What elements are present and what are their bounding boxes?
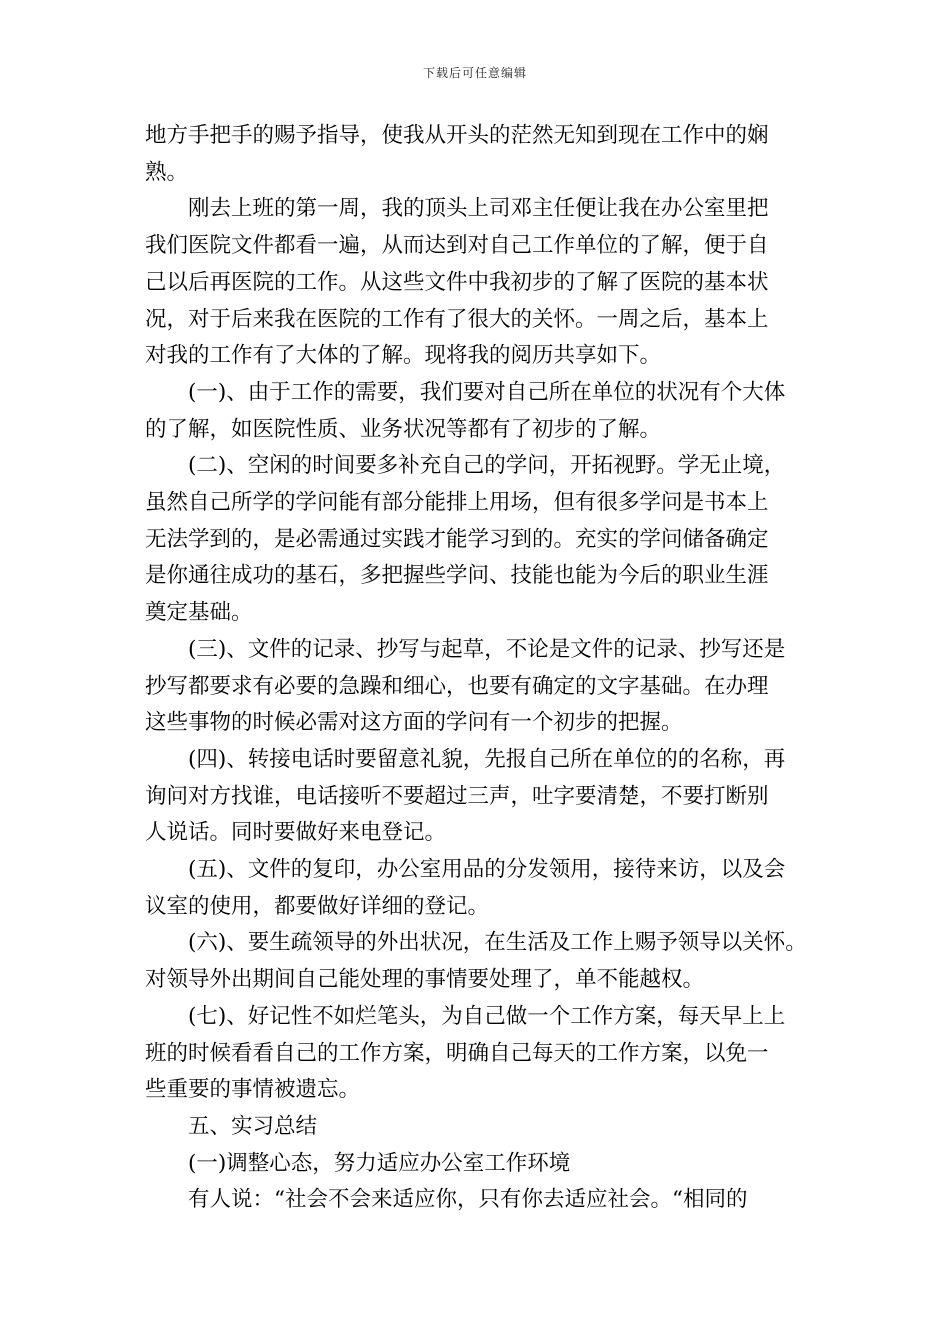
paragraph-item-5: (五)、文件的复印，办公室用品的分发领用，接待来访，以及会 议室的使用，都要做好详细的登记。 <box>145 857 786 919</box>
paragraph-item-6: (六)、要生疏领导的外出状况，在生活及工作上赐予领导以关怀。 对领导外出期间自己能处理的事情要处理了，单不能越权。 <box>145 930 807 993</box>
subsection-heading: (一)调整心态，努力适应办公室工作环境 <box>188 1150 571 1176</box>
document-body <box>145 118 820 1219</box>
paragraph-quote: 有人说：“社会不会来适应你，只有你去适应社会。“相同的 <box>188 1187 748 1213</box>
paragraph-item-7: (七)、好记性不如烂笔头，为自己做一个工作方案，每天早上上 班的时候看看自己的工作方案，明确自己每天的工作方案，以免一 些重要的事情被遗忘。 <box>145 1003 786 1103</box>
paragraph-item-2: (二)、空闲的时间要多补充自己的学问，开拓视野。学无止境， 虽然自己所学的学问能有部分能排上用场，但有很多学问是书本上 无法学到的，是必需通过实践才能学习到的。充实的学问储备确定 是你通往成功的基石，多把握些学问、技能也能为今后的职业生涯 奠定基础。 <box>145 453 786 626</box>
section-heading-summary: 五、实习总结 <box>188 1113 318 1139</box>
paragraph-item-4: (四)、转接电话时要留意礼貌，先报自己所在单位的的名称，再 询问对方找谁，电话接听不要超过三声，吐字要清楚，不要打断别 人说话。同时要做好来电登记。 <box>145 746 786 846</box>
paragraph-item-3: (三)、文件的记录、抄写与起草，不论是文件的记录、抄写还是 抄写都要求有必要的急躁和细心，也要有确定的文字基础。在办理 这些事物的时候必需对这方面的学问有一个初步的把握。 <box>145 636 786 736</box>
paragraph-continuation: 地方手把手的赐予指导，使我从开头的茫然无知到现在工作中的娴 熟。 <box>145 123 769 185</box>
paragraph-item-1: (一)、由于工作的需要，我们要对自己所在单位的状况有个大体 的了解，如医院性质、业务状况等都有了初步的了解。 <box>145 379 786 442</box>
page-header: 下载后可任意编辑 <box>422 66 527 80</box>
paragraph-first-week: 刚去上班的第一周，我的顶头上司邓主任便让我在办公室里把 我们医院文件都看一遍，从而达到对自己工作单位的了解，便于自 己以后再医院的工作。从这些文件中我初步的了解了医院的基本状 况，对于后来我在医院的工作有了很大的关怀。一周之后，基本上 对我的工作有了大体的了解。现将我的阅历共享如下。 <box>145 196 769 369</box>
